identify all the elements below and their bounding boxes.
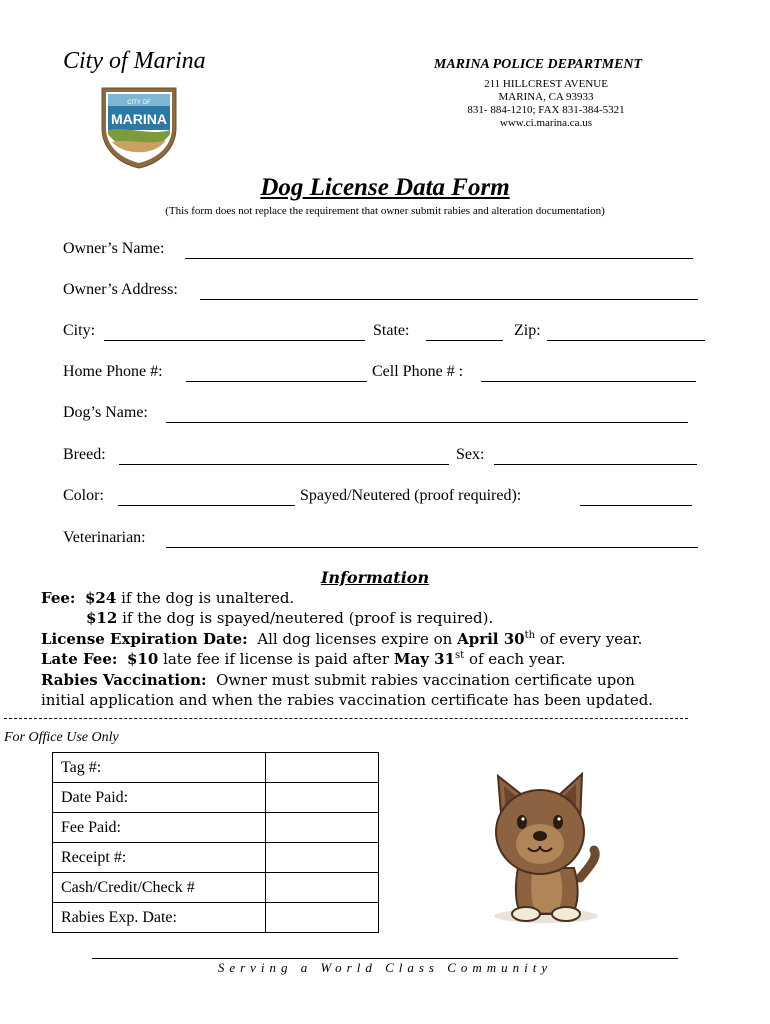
address-line: MARINA, CA 93933: [498, 91, 594, 103]
veterinarian-label: Veterinarian:: [63, 529, 146, 546]
fee1-text: if the dog is unaltered.: [121, 589, 295, 607]
rabies-line-1: [41, 671, 635, 689]
address-line: 831- 884-1210; FAX 831-384-5321: [467, 104, 625, 116]
expiration-suffix: th: [524, 630, 536, 641]
footer-rule: [92, 958, 678, 959]
color-field[interactable]: [118, 505, 295, 506]
date-paid-label: Date Paid:: [53, 783, 266, 813]
payment-method-value[interactable]: [266, 873, 379, 903]
owner-name-label: Owner’s Name:: [63, 240, 165, 257]
logo-top-text: CITY OF: [127, 100, 151, 106]
late-fee-amount: $10: [126, 650, 159, 668]
logo-main-text: MARINA: [111, 111, 167, 127]
expiration-tail: of every year.: [539, 630, 643, 648]
late-fee-tail: of each year.: [468, 650, 566, 668]
expiration-text: All dog licenses expire on: [257, 630, 453, 648]
late-fee-line: [41, 650, 566, 668]
owner-address-label: Owner’s Address:: [63, 281, 178, 298]
tag-value[interactable]: [266, 753, 379, 783]
dog-illustration: [480, 760, 606, 930]
table-row: [53, 873, 379, 903]
state-label: State:: [373, 322, 410, 339]
zip-label: Zip:: [514, 322, 541, 339]
footer-slogan: Serving a World Class Community: [217, 960, 553, 975]
sex-field[interactable]: [494, 464, 697, 465]
receipt-label: Receipt #:: [53, 843, 266, 873]
rabies-line-2: initial application and when the rabies vaccination certificate has been updated.: [41, 691, 654, 709]
breed-label: Breed:: [63, 446, 106, 463]
table-row: [53, 813, 379, 843]
fee2-text: if the dog is spayed/neutered (proof is required).: [122, 609, 494, 627]
expiration-label: License Expiration Date:: [41, 630, 248, 648]
address-line: www.ci.marina.ca.us: [499, 117, 593, 129]
home-phone-label: Home Phone #:: [63, 363, 163, 380]
breed-field[interactable]: [119, 464, 449, 465]
fee1-amount: $24: [85, 589, 117, 607]
receipt-value[interactable]: [266, 843, 379, 873]
late-fee-label: Late Fee:: [41, 650, 118, 668]
form-title: Dog License Data Form: [260, 174, 510, 201]
fee-line-1: [41, 589, 294, 607]
dog-name-label: Dog’s Name:: [63, 404, 148, 421]
state-field[interactable]: [426, 340, 503, 341]
city-field[interactable]: [104, 340, 365, 341]
zip-field[interactable]: [547, 340, 705, 341]
rabies-exp-value[interactable]: [266, 903, 379, 933]
table-row: [53, 753, 379, 783]
sex-label: Sex:: [456, 446, 485, 463]
table-row: [53, 843, 379, 873]
cell-phone-label: Cell Phone # :: [372, 363, 464, 380]
address-line: 211 HILLCREST AVENUE: [484, 78, 608, 90]
veterinarian-field[interactable]: [166, 547, 698, 548]
rabies-label: Rabies Vaccination:: [41, 671, 207, 689]
table-row: [53, 903, 379, 933]
department-name: MARINA POLICE DEPARTMENT: [433, 57, 643, 72]
city-seal-logo: [96, 84, 182, 170]
rabies-text-1: Owner must submit rabies vaccination certificate upon: [216, 671, 635, 689]
spayed-field[interactable]: [580, 505, 692, 506]
rabies-exp-label: Rabies Exp. Date:: [53, 903, 266, 933]
tag-label: Tag #:: [53, 753, 266, 783]
fee-line-2: [86, 609, 493, 627]
information-title: Information: [320, 568, 430, 587]
dog-name-field[interactable]: [166, 422, 688, 423]
spayed-label: Spayed/Neutered (proof required):: [300, 487, 522, 504]
expiration-date: April 30: [457, 630, 525, 648]
expiration-line: [41, 630, 642, 648]
late-fee-date: May 31: [393, 650, 456, 668]
fee2-amount: $12: [86, 609, 118, 627]
fee-label: Fee:: [41, 589, 76, 607]
late-fee-text: late fee if license is paid after: [163, 650, 390, 668]
office-use-heading: For Office Use Only: [4, 730, 119, 745]
form-subtitle: (This form does not replace the requirement that owner submit rabies and alteration documentation): [165, 205, 605, 217]
color-label: Color:: [63, 487, 104, 504]
home-phone-field[interactable]: [186, 381, 367, 382]
payment-method-label: Cash/Credit/Check #: [53, 873, 266, 903]
owner-name-field[interactable]: [185, 258, 693, 259]
cell-phone-field[interactable]: [481, 381, 696, 382]
late-fee-suffix: st: [455, 650, 465, 661]
cut-divider: [4, 718, 688, 719]
city-label: City:: [63, 322, 96, 339]
owner-address-field[interactable]: [200, 299, 698, 300]
fee-paid-value[interactable]: [266, 813, 379, 843]
office-use-table: [52, 752, 379, 933]
fee-paid-label: Fee Paid:: [53, 813, 266, 843]
date-paid-value[interactable]: [266, 783, 379, 813]
city-title: City of Marina: [63, 48, 206, 74]
department-address: [420, 78, 672, 130]
table-row: [53, 783, 379, 813]
